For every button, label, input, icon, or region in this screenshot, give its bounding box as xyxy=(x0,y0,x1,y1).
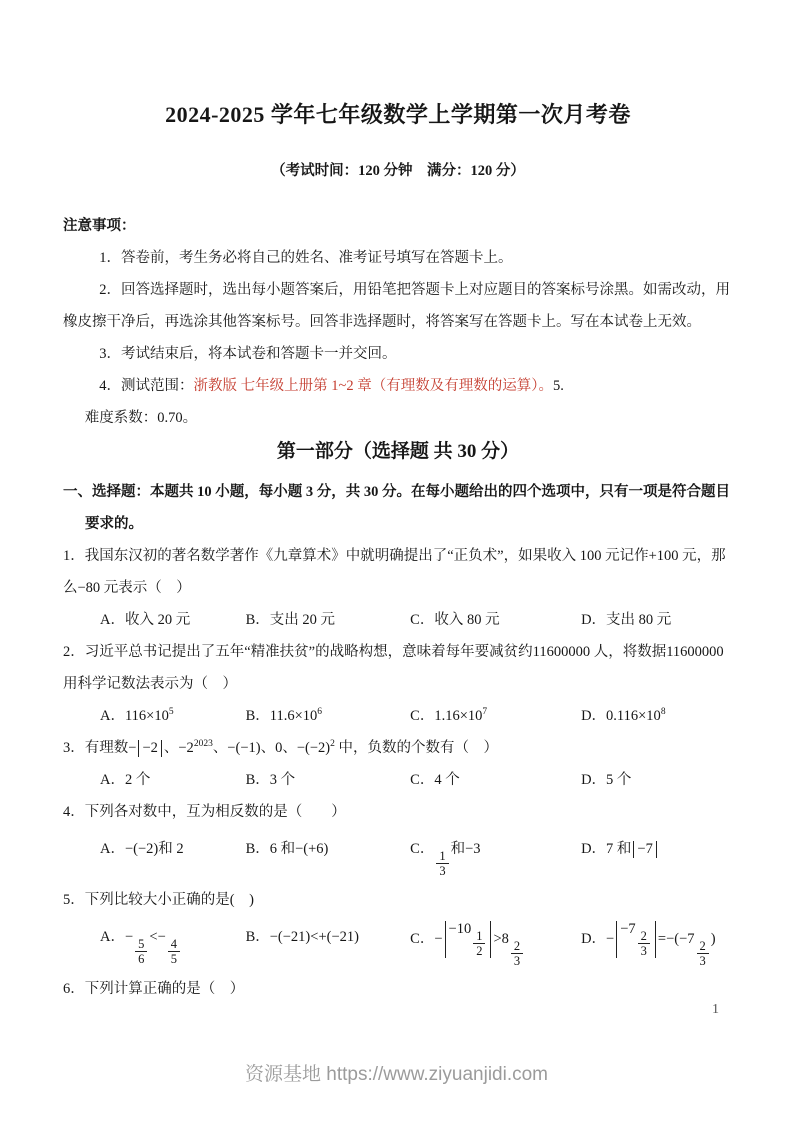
question-6 xyxy=(63,973,733,1005)
notice-item-2: 2．回答选择题时，选出每小题答案后，用铅笔把答题卡上对应题目的答案标号涂黑。如需改动，用橡皮擦干净后，再选涂其他答案标号。回答非选择题时，将答案写在答题卡上。写在本试卷上无效。 xyxy=(63,282,730,330)
question-1 xyxy=(63,540,733,636)
exam-time-score: （考试时间：120 分钟 满分：120 分） xyxy=(271,163,525,179)
question-5-stem: 5．下列比较大小正确的是( ) xyxy=(63,891,254,908)
option-a: A．−(−2)和 2 xyxy=(100,841,184,857)
notice-item-4-suffix: 5. xyxy=(552,378,564,394)
option-a: A．收入 20 元 xyxy=(100,612,191,628)
question-3-options xyxy=(63,764,733,796)
section1-heading: 第一部分（选择题 共 30 分） xyxy=(276,441,520,462)
question-4-stem: 4．下列各对数中，互为相反数的是（ ） xyxy=(63,804,346,820)
notice-item-4-prefix: 4．测试范围： xyxy=(99,378,194,394)
question-1-stem: 1．我国东汉初的著名数学著作《九章算术》中就明确提出了“正负术”，如果收入 100 元记作+100 元，那么−80 元表示（ ） xyxy=(63,548,726,596)
option-b: B．3 个 xyxy=(245,772,296,788)
section1-intro: 一、选择题：本题共 10 小题，每小题 3 分，共 30 分。在每小题给出的四个选项中，只有一项是符合题目要求的。 xyxy=(63,484,730,532)
question-2-stem: 2．习近平总书记提出了五年“精准扶贫”的战略构想，意味着每年要减贫约11600000 人，将数据11600000用科学记数法表示为（ ） xyxy=(63,644,724,692)
option-a: A．2 个 xyxy=(100,772,151,788)
option-d: D．7 和 −7 xyxy=(581,833,733,879)
page-number: 1 xyxy=(712,1002,719,1017)
option-a: A．$116\times 10^5$ xyxy=(100,707,174,724)
notice-item-5: 难度系数：0.70。 xyxy=(84,410,198,426)
footer-watermark: 资源基地 https://www.ziyuanjidi.com xyxy=(244,1064,549,1085)
option-b: B．$11.6\times 10^6$ xyxy=(245,707,323,724)
question-3-stem: 3．有理数− −2 、$-2^{2023}$、−(−1)、0、$-(-2)^2$ 中，负数的个数有（ ） xyxy=(63,739,498,757)
option-d: D．$0.116\times 10^8$ xyxy=(581,707,666,724)
option-c: C．4 个 xyxy=(410,772,460,788)
option-d: D．−−7 $\frac{2}{3}$ =−(−7 $\frac{2}{3}$ ) xyxy=(581,920,716,969)
option-b: B．支出 20 元 xyxy=(245,612,335,628)
option-b: B．−(−21)<+(−21) xyxy=(245,928,359,945)
question-6-stem: 6．下列计算正确的是（ ） xyxy=(63,981,245,998)
option-c: C．收入 80 元 xyxy=(410,612,500,628)
option-a: A．− $\frac{5}{6}$ <− $\frac{4}{5}$ xyxy=(100,921,246,969)
question-1-options xyxy=(63,604,733,636)
question-5-options xyxy=(63,921,733,969)
notice-heading: 注意事项： xyxy=(63,218,136,234)
option-d: D．5 个 xyxy=(581,772,632,788)
question-5 xyxy=(63,884,733,969)
question-3 xyxy=(63,732,733,796)
question-4 xyxy=(63,796,733,879)
option-b: B．6 和−(+6) xyxy=(245,841,329,857)
notice-item-1: 1．答卷前，考生务必将自己的姓名、准考证号填写在答题卡上。 xyxy=(99,250,513,266)
option-d: D．支出 80 元 xyxy=(581,612,672,628)
option-c: C．$1.16\times 10^7$ xyxy=(410,707,488,724)
option-c: C．−−10 $\frac{1}{2}$ >8 $\frac{2}{3}$ xyxy=(410,921,581,969)
notice-item-3: 3．考试结束后，将本试卷和答题卡一并交回。 xyxy=(99,346,397,362)
question-2-options xyxy=(63,700,733,732)
option-c: C． $\frac{1}{3}$ 和−3 xyxy=(410,841,481,879)
question-4-options xyxy=(63,833,733,879)
page-title: 2024-2025 学年七年级数学上学期第一次月考卷 xyxy=(165,102,631,127)
question-2 xyxy=(63,636,733,732)
notice-item-4-scope: 浙教版 七年级上册第 1~2 章（有理数及有理数的运算）。 xyxy=(193,378,553,394)
notice-item-4 xyxy=(63,370,733,402)
